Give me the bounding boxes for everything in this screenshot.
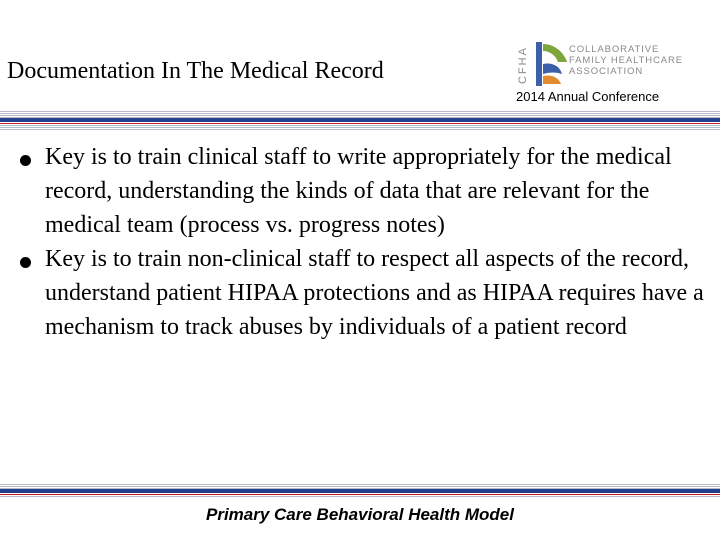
logo-line: FAMILY HEALTHCARE [569, 55, 684, 66]
logo-line: ASSOCIATION [569, 66, 644, 77]
bullet-item [20, 140, 716, 242]
cfha-logo [512, 40, 684, 88]
cfha-mark-icon [512, 40, 570, 88]
logo-acronym: CFHA [517, 46, 529, 84]
bullet-item [20, 242, 716, 344]
header-divider [0, 111, 720, 130]
bullet-dot-icon [20, 257, 31, 268]
bullet-dot-icon [20, 155, 31, 166]
footer-text: Primary Care Behavioral Health Model [205, 505, 514, 524]
bullet-list [20, 140, 716, 344]
conference-label: 2014 Annual Conference [516, 89, 660, 104]
footer-divider [0, 484, 720, 497]
bullet-text: Key is to train non-clinical staff to respect all aspects of the record, understand patient HIPAA protections and as HIPAA requires have a mechanism to track abuses by individuals of a patient record [45, 246, 704, 340]
logo-line: COLLABORATIVE [569, 44, 660, 55]
bullet-text: Key is to train clinical staff to write appropriately for the medical record, understanding the kinds of data that are relevant for the medical team (process vs. progress notes) [45, 144, 672, 238]
slide-title: Documentation In The Medical Record [7, 58, 384, 84]
